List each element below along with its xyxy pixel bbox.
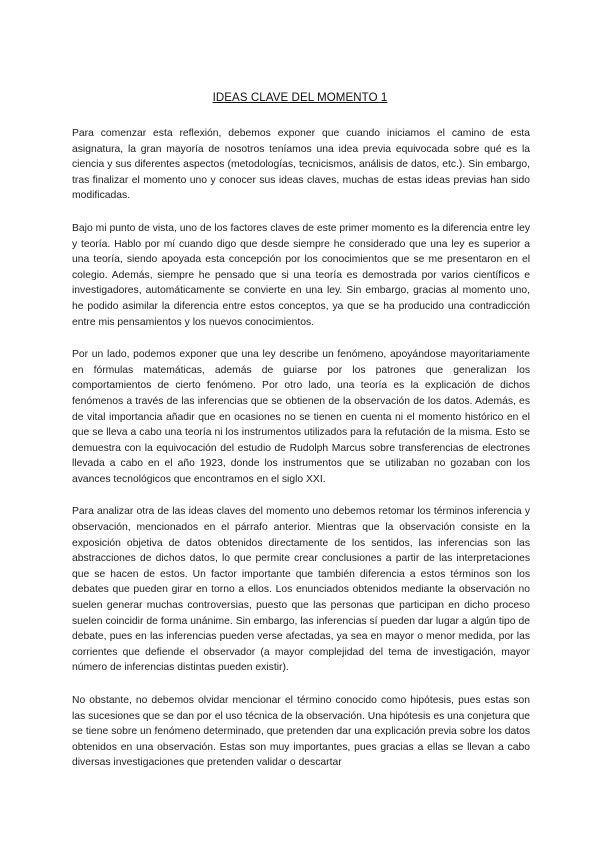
page-title: IDEAS CLAVE DEL MOMENTO 1: [212, 92, 388, 104]
paragraph-5: No obstante, no debemos olvidar mencionar el término conocido como hipótesis, pues estas son las sucesiones que se dan por el uso técnica de la observación. Una hipótesis es una conjetura que se tiene sobre un fenómeno determinado, que pretenden dar una explicación previa sobre los datos obtenidos en una observación. Estas son muy importantes, pues gracias a ellas se llevan a cabo diversas investigaciones que pretenden validar o descartar: [72, 695, 530, 769]
paragraph-4: Para analizar otra de las ideas claves del momento uno debemos retomar los términos inferencia y observación, mencionados en el párrafo anterior. Mientras que la observación consiste en la exposición objetiva de datos obtenidos directamente de los sentidos, las inferencias son las abstracciones de dichos datos, lo que permite crear conclusiones a partir de las interpretaciones que se hacen de estos. Un factor importante que también diferencia a estos términos son los debates que pueden girar en torno a ellos. Los enunciados obtenidos mediante la observación no suelen generar muchas controversias, puesto que las personas que participan en dicho proceso suelen coincidir de forma unánime. Sin embargo, las inferencias sí pueden dar lugar a algún tipo de debate, pues en las inferencias pueden verse afectadas, ya sea en mayor o menor medida, por las corrientes que defiende el observador (a mayor complejidad del tema de investigación, mayor número de inferencias distintas pueden existir).: [72, 506, 530, 674]
paragraph-1: Para comenzar esta reflexión, debemos exponer que cuando iniciamos el camino de esta asignatura, la gran mayoría de nosotros teníamos una idea previa equivocada sobre qué es la ciencia y sus diferentes aspectos (metodologías, tecnicismos, análisis de datos, etc.). Sin embargo, tras finalizar el momento uno y conocer sus ideas claves, muchas de estas ideas previas han sido modificadas.: [72, 128, 530, 202]
paragraph-3: Por un lado, podemos exponer que una ley describe un fenómeno, apoyándose mayoritariamente en fórmulas matemáticas, además de guiarse por los patrones que generalizan los comportamientos de cierto fenómeno. Por otro lado, una teoría es la explicación de dichos fenómenos a través de las inferencias que se obtienen de la observación de los datos. Además, es de vital importancia añadir que en ocasiones no se tienen en cuenta ni el momento histórico en el que se lleva a cabo una teoría ni los instrumentos utilizados para la refutación de la misma. Esto se demuestra con la equivocación del estudio de Rudolph Marcus sobre transferencias de electrones llevada a cabo en el año 1923, donde los instrumentos que se utilizaban no gozaban con los avances tecnológicos que encontramos en el siglo XXI.: [72, 349, 530, 485]
document-body: [72, 126, 530, 788]
paragraph-2: Bajo mi punto de vista, uno de los factores claves de este primer momento es la diferencia entre ley y teoría. Hablo por mí cuando digo que desde siempre he considerado que una ley es superior a una teoría, siendo apoyada esta concepción por los conocimientos que se me presentaron en el colegio. Además, siempre he pensado que si una teoría es demostrada por varios científicos e investigadores, automáticamente se convierte en una ley. Sin embargo, gracias al momento uno, he podido asimilar la diferencia entre estos conceptos, ya que se ha producido una contradicción entre mis pensamientos y los nuevos conocimientos.: [72, 222, 530, 328]
